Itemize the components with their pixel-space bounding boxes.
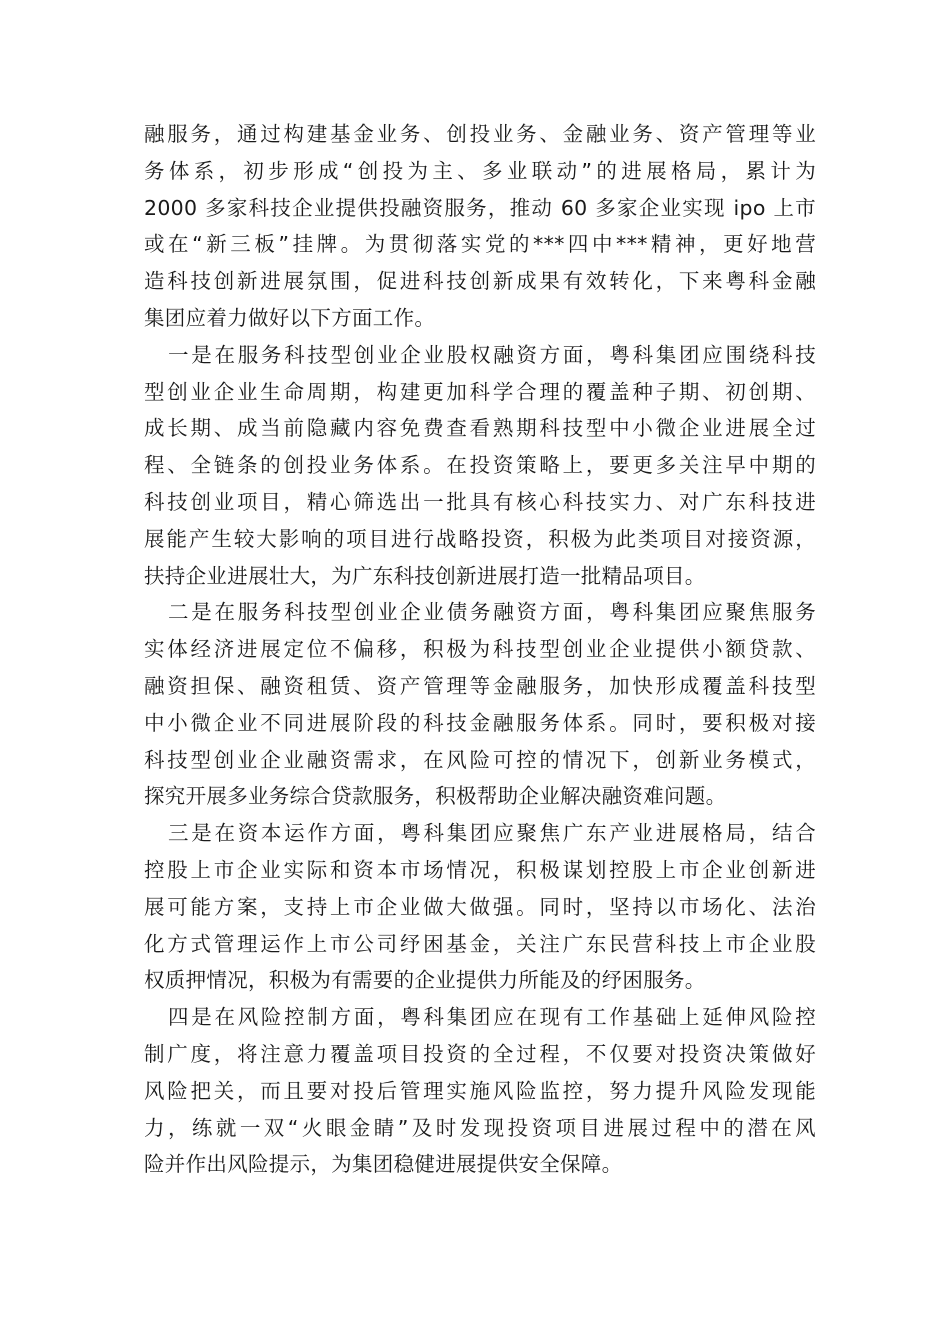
text-line: 实体经济进展定位不偏移，积极为科技型创业企业提供小额贷款、	[144, 637, 816, 662]
text-line: 展能产生较大影响的项目进行战略投资，积极为此类项目对接资源，	[144, 526, 816, 551]
text-line: 展可能方案，支持上市企业做大做强。同时，坚持以市场化、法治	[144, 894, 816, 919]
document-body	[144, 116, 816, 1183]
text-line: 探究开展多业务综合贷款服务，积极帮助企业解决融资难问题。	[144, 784, 727, 809]
text-line: 控股上市企业实际和资本市场情况，积极谋划控股上市企业创新进	[144, 857, 816, 882]
text-line: 务体系，初步形成“创投为主、多业联动”的进展格局，累计为	[144, 158, 816, 183]
text-line: 化方式管理运作上市公司纾困基金，关注广东民营科技上市企业股	[144, 931, 816, 956]
text-line: 成长期、成当前隐藏内容免费查看熟期科技型中小微企业进展全过	[144, 416, 816, 441]
text-line: 型创业企业生命周期，构建更加科学合理的覆盖种子期、初创期、	[144, 379, 816, 404]
text-line: 科技型创业企业融资需求，在风险可控的情况下，创新业务模式，	[144, 747, 816, 772]
text-line: 科技创业项目，精心筛选出一批具有核心科技实力、对广东科技进	[144, 489, 816, 514]
text-line: 中小微企业不同进展阶段的科技金融服务体系。同时，要积极对接	[144, 710, 816, 735]
text-line: 或在“新三板”挂牌。为贯彻落实党的***四中***精神，更好地营	[144, 232, 816, 257]
text-line: 集团应着力做好以下方面工作。	[144, 305, 436, 330]
text-line: 程、全链条的创投业务体系。在投资策略上，要更多关注早中期的	[144, 453, 816, 478]
paragraph-first-line: 二是在服务科技型创业企业债务融资方面，粤科集团应聚焦服务	[168, 600, 816, 625]
paragraph-first-line: 四是在风险控制方面，粤科集团应在现有工作基础上延伸风险控	[168, 1005, 816, 1030]
text-line: 制广度，将注意力覆盖项目投资的全过程，不仅要对投资决策做好	[144, 1041, 816, 1066]
text-line: 扶持企业进展壮大，为广东科技创新进展打造一批精品项目。	[144, 563, 706, 588]
paragraph-first-line: 三是在资本运作方面，粤科集团应聚焦广东产业进展格局，结合	[168, 821, 816, 846]
text-line: 风险把关，而且要对投后管理实施风险监控，努力提升风险发现能	[144, 1078, 816, 1103]
text-line: 权质押情况，积极为有需要的企业提供力所能及的纾困服务。	[144, 968, 706, 993]
text-line: 2000 多家科技企业提供投融资服务，推动 60 多家企业实现 ipo 上市	[144, 195, 816, 220]
paragraph-first-line: 一是在服务科技型创业企业股权融资方面，粤科集团应围绕科技	[168, 342, 816, 367]
text-line: 力，练就一双“火眼金睛”及时发现投资项目进展过程中的潜在风	[144, 1115, 816, 1140]
text-line: 造科技创新进展氛围，促进科技创新成果有效转化，下来粤科金融	[144, 269, 816, 294]
text-line: 融资担保、融资租赁、资产管理等金融服务，加快形成覆盖科技型	[144, 673, 816, 698]
text-line: 融服务，通过构建基金业务、创投业务、金融业务、资产管理等业	[144, 122, 816, 146]
text-line: 险并作出风险提示，为集团稳健进展提供安全保障。	[144, 1152, 623, 1177]
